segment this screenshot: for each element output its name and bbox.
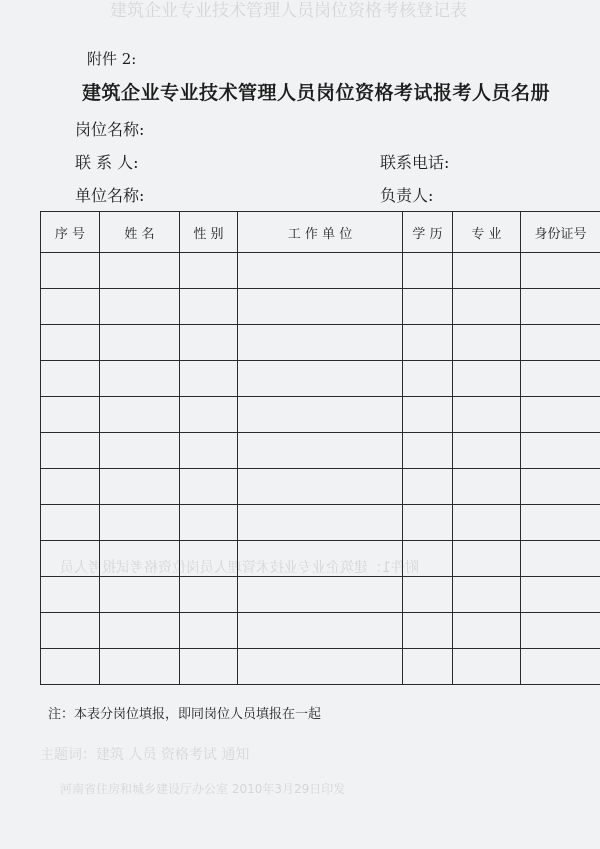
- header-work-unit: 工 作 单 位: [238, 212, 403, 253]
- table-cell[interactable]: [238, 649, 403, 685]
- table-cell[interactable]: [403, 397, 453, 433]
- table-cell[interactable]: [41, 613, 100, 649]
- table-cell[interactable]: [238, 397, 403, 433]
- table-cell[interactable]: [403, 253, 453, 289]
- table-cell[interactable]: [521, 397, 600, 433]
- table-cell[interactable]: [41, 577, 100, 613]
- table-row: [41, 505, 600, 541]
- table-cell[interactable]: [453, 505, 521, 541]
- table-cell[interactable]: [403, 361, 453, 397]
- table-cell[interactable]: [453, 469, 521, 505]
- table-cell[interactable]: [521, 433, 600, 469]
- table-cell[interactable]: [403, 433, 453, 469]
- table-cell[interactable]: [453, 613, 521, 649]
- footnote: 注：本表分岗位填报，即同岗位人员填报在一起: [48, 707, 322, 722]
- table-cell[interactable]: [180, 397, 238, 433]
- roster-table: [40, 211, 600, 685]
- table-cell[interactable]: [453, 253, 521, 289]
- table-row: [41, 325, 600, 361]
- table-cell[interactable]: [41, 253, 100, 289]
- table-row: [41, 397, 600, 433]
- table-cell[interactable]: [180, 577, 238, 613]
- header-education: 学 历: [403, 212, 453, 253]
- table-cell[interactable]: [41, 541, 100, 577]
- table-cell[interactable]: [453, 541, 521, 577]
- table-cell[interactable]: [238, 433, 403, 469]
- table-cell[interactable]: [453, 289, 521, 325]
- table-cell[interactable]: [403, 613, 453, 649]
- table-cell[interactable]: [403, 469, 453, 505]
- table-cell[interactable]: [100, 325, 180, 361]
- table-cell[interactable]: [521, 613, 600, 649]
- principal-field-label: 负责人:: [380, 186, 434, 205]
- table-cell[interactable]: [238, 289, 403, 325]
- table-cell[interactable]: [100, 253, 180, 289]
- table-row: [41, 577, 600, 613]
- table-cell[interactable]: [453, 649, 521, 685]
- table-cell[interactable]: [403, 577, 453, 613]
- bleed-through-footer-label: 主题词：建筑 人员 资格考试 通知: [40, 747, 250, 763]
- position-field-label: 岗位名称:: [75, 120, 145, 139]
- table-cell[interactable]: [41, 325, 100, 361]
- table-row: [41, 613, 600, 649]
- document-title: 建筑企业专业技术管理人员岗位资格考试报考人员名册: [82, 82, 551, 104]
- table-header-row: [41, 212, 600, 253]
- table-cell[interactable]: [521, 361, 600, 397]
- table-cell[interactable]: [100, 397, 180, 433]
- table-cell[interactable]: [41, 505, 100, 541]
- table-cell[interactable]: [521, 289, 600, 325]
- header-major: 专 业: [453, 212, 521, 253]
- bleed-through-top: 建筑企业专业技术管理人员岗位资格考核登记表: [110, 1, 467, 21]
- table-row: [41, 289, 600, 325]
- table-cell[interactable]: [180, 325, 238, 361]
- table-row: [41, 361, 600, 397]
- table-cell[interactable]: [180, 649, 238, 685]
- table-cell[interactable]: [453, 325, 521, 361]
- table-cell[interactable]: [180, 613, 238, 649]
- table-cell[interactable]: [403, 325, 453, 361]
- table-cell[interactable]: [238, 541, 403, 577]
- table-cell[interactable]: [521, 649, 600, 685]
- table-cell[interactable]: [521, 577, 600, 613]
- table-cell[interactable]: [100, 361, 180, 397]
- header-index: 序 号: [41, 212, 100, 253]
- table-cell[interactable]: [453, 433, 521, 469]
- bleed-through-footer-date: 河南省住房和城乡建设厅办公室 2010年3月29日印发: [60, 782, 346, 796]
- table-cell[interactable]: [403, 649, 453, 685]
- table-cell[interactable]: [180, 253, 238, 289]
- table-cell[interactable]: [180, 505, 238, 541]
- table-cell[interactable]: [521, 253, 600, 289]
- table-cell[interactable]: [238, 613, 403, 649]
- unit-field-label: 单位名称:: [75, 186, 145, 205]
- phone-field-label: 联系电话:: [380, 153, 450, 172]
- table-cell[interactable]: [403, 541, 453, 577]
- table-cell[interactable]: [100, 289, 180, 325]
- table-cell[interactable]: [100, 541, 180, 577]
- table-cell[interactable]: [403, 289, 453, 325]
- table-cell[interactable]: [41, 649, 100, 685]
- table-cell[interactable]: [238, 577, 403, 613]
- table-cell[interactable]: [238, 325, 403, 361]
- table-cell[interactable]: [180, 433, 238, 469]
- contact-field-label: 联 系 人:: [75, 153, 139, 172]
- table-cell[interactable]: [238, 253, 403, 289]
- table-cell[interactable]: [100, 469, 180, 505]
- table-row: [41, 469, 600, 505]
- table-cell[interactable]: [100, 505, 180, 541]
- table-cell[interactable]: [100, 649, 180, 685]
- table-cell[interactable]: [453, 577, 521, 613]
- table-cell[interactable]: [100, 613, 180, 649]
- table-cell[interactable]: [453, 397, 521, 433]
- table-cell[interactable]: [521, 505, 600, 541]
- bleed-through-line: 附件1：建筑企业专业技术管理人员岗位资格考试报考人员: [60, 560, 419, 576]
- table-cell[interactable]: [100, 433, 180, 469]
- table-cell[interactable]: [180, 361, 238, 397]
- table-cell[interactable]: [238, 469, 403, 505]
- attachment-label: 附件 2:: [87, 50, 137, 68]
- table-cell[interactable]: [41, 361, 100, 397]
- table-cell[interactable]: [521, 325, 600, 361]
- table-cell[interactable]: [100, 577, 180, 613]
- table-cell[interactable]: [41, 289, 100, 325]
- table-cell[interactable]: [180, 541, 238, 577]
- table-row: [41, 433, 600, 469]
- table-cell[interactable]: [403, 505, 453, 541]
- table-row: [41, 253, 600, 289]
- table-cell[interactable]: [238, 361, 403, 397]
- table-cell[interactable]: [41, 469, 100, 505]
- table-cell[interactable]: [238, 505, 403, 541]
- table-cell[interactable]: [180, 469, 238, 505]
- table-cell[interactable]: [521, 541, 600, 577]
- table-row: [41, 649, 600, 685]
- table-cell[interactable]: [521, 469, 600, 505]
- header-id-number: 身份证号: [521, 212, 600, 253]
- table-cell[interactable]: [41, 433, 100, 469]
- header-name: 姓 名: [100, 212, 180, 253]
- table-cell[interactable]: [41, 397, 100, 433]
- header-gender: 性 别: [180, 212, 238, 253]
- table-row: [41, 541, 600, 577]
- table-cell[interactable]: [453, 361, 521, 397]
- table-cell[interactable]: [180, 289, 238, 325]
